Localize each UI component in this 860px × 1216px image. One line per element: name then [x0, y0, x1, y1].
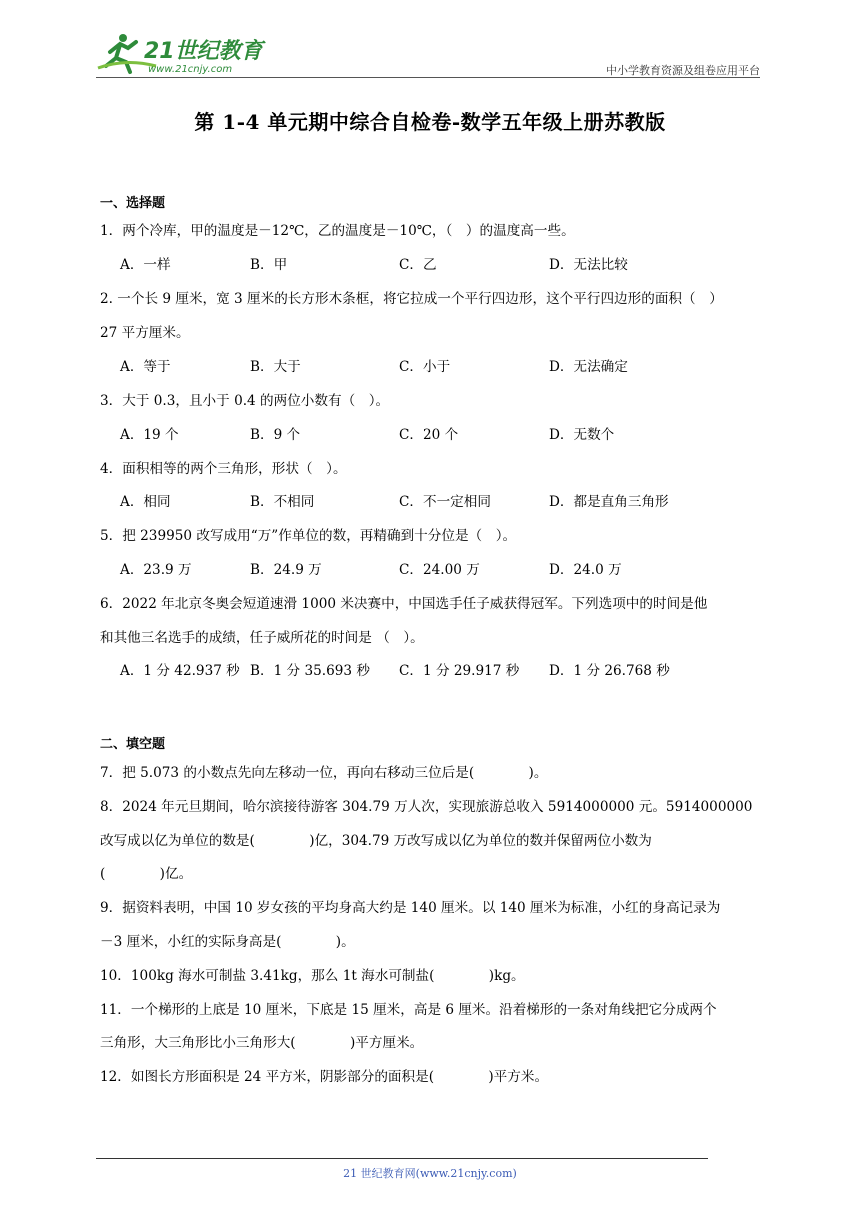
q5-option-a: A．23.9 万: [120, 562, 192, 578]
question-6-line1: 6．2022 年北京冬奥会短道速滑 1000 米决赛中，中国选手任子威获得冠军。下列选项中的时间是他: [100, 596, 708, 612]
logo-text: 21世纪教育: [144, 39, 263, 64]
q6-option-c: C．1 分 29.917 秒: [399, 663, 520, 679]
q4-option-d: D．都是直角三角形: [549, 494, 669, 510]
question-9-line1: 9．据资料表明，中国 10 岁女孩的平均身高大约是 140 厘米。以 140 厘米为标准，小红的身高记录为: [100, 900, 721, 916]
question-1: 1．两个冷库，甲的温度是－12℃，乙的温度是－10℃，（ ）的温度高一些。: [100, 223, 575, 239]
q3-option-b: B．9 个: [250, 427, 301, 443]
page-title: 第 1-4 单元期中综合自检卷-数学五年级上册苏教版: [194, 110, 666, 134]
q2-option-b: B．大于: [250, 359, 301, 375]
q4-option-a: A．相同: [120, 494, 171, 510]
q1-option-b: B．甲: [250, 257, 288, 273]
q6-option-a: A．1 分 42.937 秒: [120, 663, 240, 679]
question-11-line1: 11．一个梯形的上底是 10 厘米，下底是 15 厘米，高是 6 厘米。沿着梯形的一条对角线把它分成两个: [100, 1002, 717, 1018]
question-8-line1: 8．2024 年元旦期间，哈尔滨接待游客 304.79 万人次，实现旅游总收入 5914000000 元。5914000000: [100, 799, 753, 815]
q3-option-d: D．无数个: [549, 427, 615, 443]
section-title-choice: 一、选择题: [100, 196, 166, 211]
q3-option-a: A．19 个: [120, 427, 179, 443]
q2-option-a: A．等于: [120, 359, 171, 375]
footer-divider: [96, 1158, 708, 1159]
logo-icon: [96, 28, 266, 76]
question-6-line2: 和其他三名选手的成绩，任子威所花的时间是 （ ）。: [100, 630, 424, 646]
question-9-line2: －3 厘米，小红的实际身高是( )。: [100, 934, 355, 950]
q6-option-d: D．1 分 26.768 秒: [549, 663, 670, 679]
q5-option-b: B．24.9 万: [250, 562, 322, 578]
question-12: 12．如图长方形面积是 24 平方米，阴影部分的面积是( )平方米。: [100, 1069, 549, 1085]
q2-option-c: C．小于: [399, 359, 451, 375]
q3-option-c: C．20 个: [399, 427, 459, 443]
q1-option-a: A．一样: [120, 257, 171, 273]
header-divider: [96, 77, 760, 78]
q4-option-c: C．不一定相同: [399, 494, 491, 510]
header-platform-text: 中小学教育资源及组卷应用平台: [606, 64, 760, 77]
question-3: 3．大于 0.3，且小于 0.4 的两位小数有（ ）。: [100, 393, 390, 409]
question-5: 5．把 239950 改写成用“万”作单位的数，再精确到十分位是（ ）。: [100, 528, 517, 544]
q1-option-c: C．乙: [399, 257, 437, 273]
question-7: 7．把 5.073 的小数点先向左移动一位，再向右移动三位后是( )。: [100, 765, 548, 781]
logo-url: www.21cnjy.com: [148, 64, 233, 75]
q2-option-d: D．无法确定: [549, 359, 628, 375]
question-4: 4．面积相等的两个三角形，形状（ ）。: [100, 461, 347, 477]
section-title-fill: 二、填空题: [100, 737, 166, 752]
footer-text[interactable]: 21 世纪教育网(www.21cnjy.com): [343, 1167, 517, 1180]
q5-option-d: D．24.0 万: [549, 562, 622, 578]
q5-option-c: C．24.00 万: [399, 562, 480, 578]
q1-option-d: D．无法比较: [549, 257, 628, 273]
question-11-line2: 三角形，大三角形比小三角形大( )平方厘米。: [100, 1035, 424, 1051]
question-2-line1: 2. 一个长 9 厘米，宽 3 厘米的长方形木条框，将它拉成一个平行四边形，这个平行四边形的面积（ ）: [100, 291, 723, 307]
q4-option-b: B．不相同: [250, 494, 315, 510]
question-10: 10．100kg 海水可制盐 3.41kg，那么 1t 海水可制盐( )kg。: [100, 968, 525, 984]
question-8-line2: 改写成以亿为单位的数是( )亿，304.79 万改写成以亿为单位的数并保留两位小数为: [100, 833, 652, 849]
page-header: [96, 28, 760, 78]
question-2-line2: 27 平方厘米。: [100, 325, 190, 341]
q6-option-b: B．1 分 35.693 秒: [250, 663, 370, 679]
question-8-line3: ( )亿。: [100, 866, 193, 882]
